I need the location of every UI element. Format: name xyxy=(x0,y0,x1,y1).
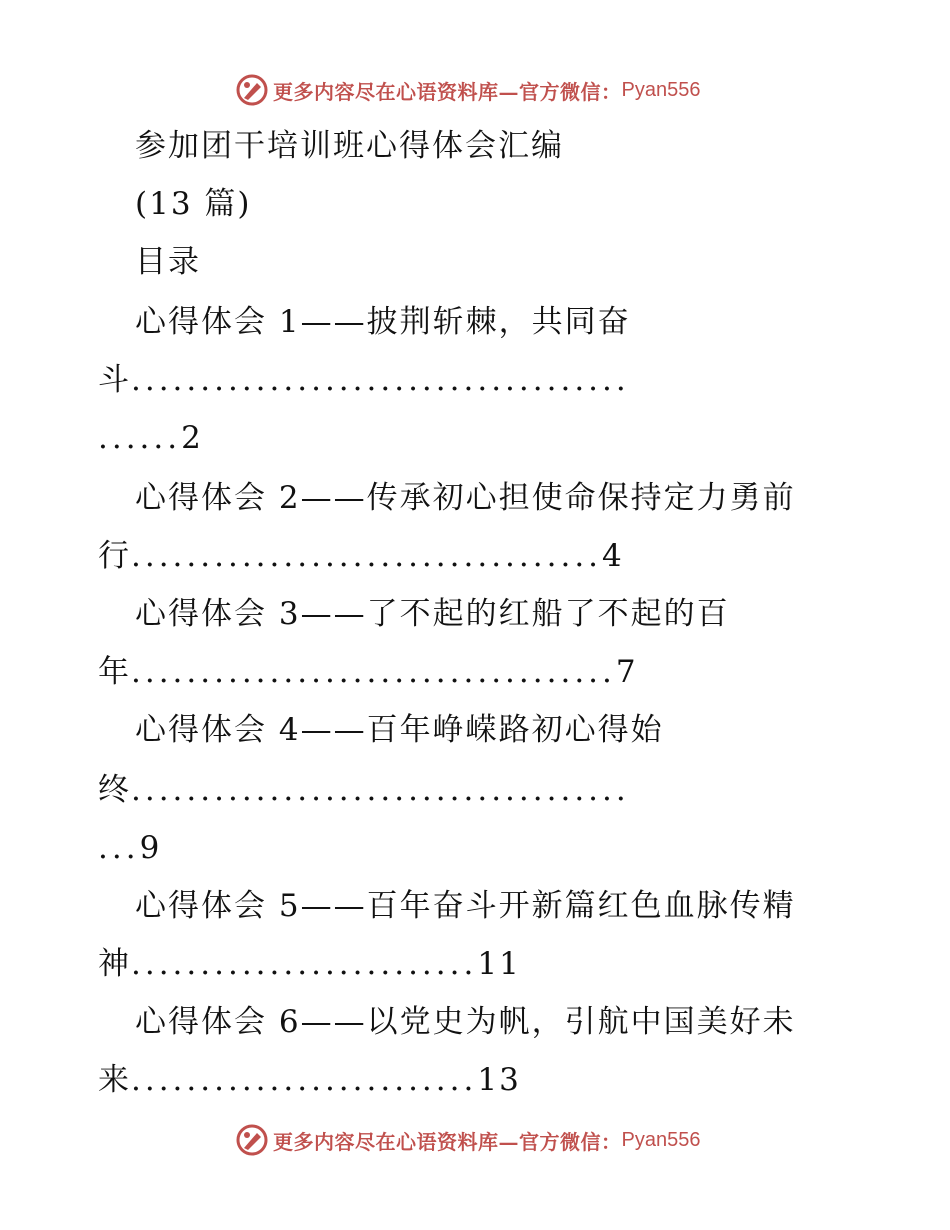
banner-wechat-handle: Pyan556 xyxy=(621,1128,701,1151)
toc-entry-3[interactable]: 心得体会 3——了不起的红船了不起的百 xyxy=(135,596,730,632)
toc-page-number[interactable]: 2 xyxy=(181,420,203,456)
toc-dot-leader: ...... xyxy=(98,420,182,456)
footer-banner[interactable] xyxy=(235,1122,700,1158)
toc-page-number[interactable]: 13 xyxy=(477,1062,521,1098)
toc-page-number[interactable]: 4 xyxy=(602,538,624,574)
toc-dot-leader: ................................... xyxy=(131,654,616,690)
toc-entry-6[interactable]: 心得体会 6——以党史为帆，引航中国美好未 xyxy=(135,1004,796,1040)
toc-dot-leader: ......................... xyxy=(131,946,478,982)
toc-page-number[interactable]: 11 xyxy=(477,946,521,982)
toc-dot-leader: .................................. xyxy=(131,538,603,574)
banner-text: 更多内容尽在心语资料库—官方微信： xyxy=(273,1129,622,1154)
toc-entry-2[interactable]: 心得体会 2——传承初心担使命保持定力勇前 xyxy=(135,480,796,516)
toc-entry-4[interactable]: 心得体会 4——百年峥嵘路初心得始 xyxy=(135,712,664,748)
toc-dot-leader: .................................... xyxy=(131,772,630,808)
document-count: (13 篇) xyxy=(135,186,252,222)
pen-logo-icon xyxy=(235,73,269,107)
toc-dot-leader: ......................... xyxy=(131,1062,478,1098)
toc-dot-leader: ... xyxy=(98,830,140,866)
toc-dot-leader: .................................... xyxy=(131,362,630,398)
toc-page-number[interactable]: 9 xyxy=(139,830,162,866)
header-banner[interactable] xyxy=(235,72,700,108)
toc-entry-2-leader xyxy=(98,536,624,576)
toc-entry-4-leader xyxy=(98,770,630,810)
toc-entry-tail: 终 xyxy=(98,772,131,808)
toc-entry-tail: 年 xyxy=(98,654,131,690)
toc-entry-3-leader xyxy=(98,652,638,692)
banner-text: 更多内容尽在心语资料库—官方微信： xyxy=(273,79,622,104)
toc-entry-tail: 行 xyxy=(98,538,131,574)
document-title: 参加团干培训班心得体会汇编 xyxy=(135,128,564,164)
toc-entry-tail: 神 xyxy=(98,946,131,982)
toc-entry-tail: 斗 xyxy=(98,362,131,398)
pen-logo-icon xyxy=(235,1123,269,1157)
toc-entry-1-page-line xyxy=(98,418,203,458)
toc-entry-1-leader xyxy=(98,360,630,400)
toc-entry-5[interactable]: 心得体会 5——百年奋斗开新篇红色血脉传精 xyxy=(135,888,796,924)
toc-entry-1[interactable]: 心得体会 1——披荆斩棘，共同奋 xyxy=(135,304,631,340)
toc-entry-6-leader xyxy=(98,1060,521,1100)
toc-entry-tail: 来 xyxy=(98,1062,131,1098)
toc-entry-4-page-line xyxy=(98,828,161,868)
toc-heading: 目录 xyxy=(135,244,201,280)
toc-entry-5-leader xyxy=(98,944,521,984)
toc-page-number[interactable]: 7 xyxy=(615,654,638,690)
banner-wechat-handle: Pyan556 xyxy=(621,78,701,101)
